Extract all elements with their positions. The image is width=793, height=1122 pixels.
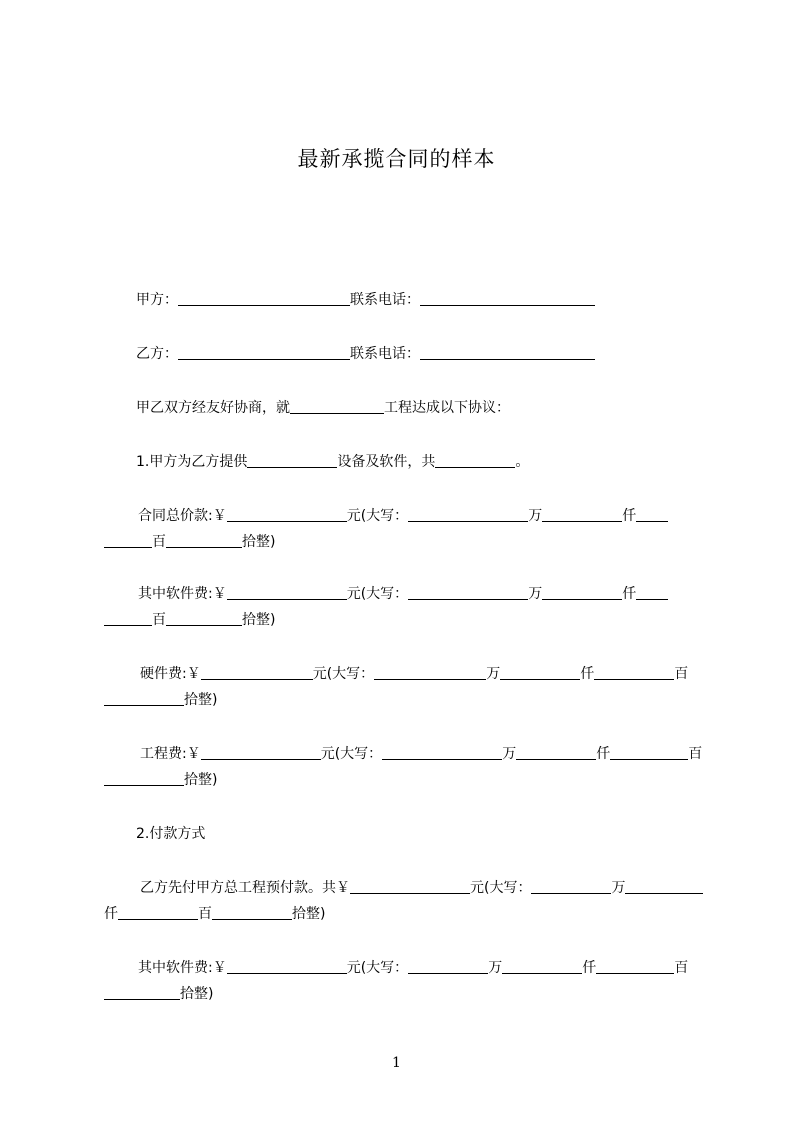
party-b-label: 乙方： (136, 346, 178, 362)
intro-prefix: 甲乙双方经友好协商，就 (136, 400, 290, 416)
prepay-label: 乙方先付甲方总工程预付款。共￥ (140, 880, 350, 896)
qian-label: 仟 (622, 508, 637, 524)
software-wan-blank[interactable] (408, 585, 528, 600)
bai-label: 百 (152, 534, 166, 550)
engineering-fee-label: 工程费:￥ (140, 746, 201, 762)
hardware-fee-amount-blank[interactable] (201, 665, 313, 680)
bai-label: 百 (674, 666, 689, 682)
wan-label: 万 (611, 880, 626, 896)
wan-label: 万 (502, 746, 517, 762)
item1-middle: 设备及软件，共 (337, 454, 436, 470)
hardware-qian-blank[interactable] (500, 665, 580, 680)
qian-label: 仟 (596, 746, 611, 762)
total-qian-blank[interactable] (542, 507, 622, 522)
qian-label: 仟 (104, 906, 118, 922)
page-number: 1 (392, 1055, 401, 1071)
bai-label: 百 (674, 960, 689, 976)
software-qian-blank[interactable] (542, 585, 622, 600)
party-a-blank[interactable] (178, 291, 350, 306)
wan-label: 万 (528, 508, 543, 524)
equipment-blank[interactable] (247, 453, 337, 468)
project-name-blank[interactable] (290, 399, 384, 414)
prepay-shi-blank[interactable] (212, 905, 292, 920)
prepay-software-amount-blank[interactable] (227, 959, 347, 974)
quantity-blank[interactable] (435, 453, 515, 468)
party-a-phone-label: 联系电话： (350, 292, 420, 308)
software-fee-label: 其中软件费:￥ (138, 586, 227, 602)
bai-label: 百 (198, 906, 212, 922)
item2-heading-text: 2.付款方式 (136, 826, 206, 842)
prepay-line (104, 875, 704, 927)
yuan-daxie-label: 元(大写： (346, 508, 409, 524)
prepay-wan-blank[interactable] (531, 879, 611, 894)
qian-label: 仟 (580, 666, 595, 682)
software-bai-blank-b[interactable] (104, 611, 152, 626)
hardware-wan-blank[interactable] (374, 665, 486, 680)
item2-heading (136, 821, 736, 847)
yuan-daxie-label: 元(大写： (346, 960, 409, 976)
yuan-daxie-label: 元(大写： (346, 586, 409, 602)
party-b-blank[interactable] (178, 345, 350, 360)
wan-label: 万 (488, 960, 503, 976)
hardware-bai-blank[interactable] (594, 665, 674, 680)
engineering-bai-blank-b[interactable] (672, 745, 688, 760)
software-shi-blank[interactable] (166, 611, 242, 626)
party-b-phone-label: 联系电话： (350, 346, 420, 362)
prepay-software-bai-blank-b[interactable] (658, 959, 674, 974)
party-a-line (136, 287, 736, 313)
page-title: 最新承揽合同的样本 (297, 147, 496, 171)
hardware-shi-blank[interactable] (104, 691, 184, 706)
engineering-wan-blank[interactable] (382, 745, 502, 760)
engineering-bai-blank-a[interactable] (610, 745, 672, 760)
yuan-daxie-label: 元(大写： (312, 666, 375, 682)
hardware-fee-label: 硬件费:￥ (140, 666, 201, 682)
software-fee-label: 其中软件费:￥ (138, 960, 227, 976)
shi-zheng-label: 拾整) (242, 612, 276, 628)
prepay-software-shi-blank[interactable] (104, 985, 180, 1000)
shi-zheng-label: 拾整) (242, 534, 276, 550)
total-bai-blank-a[interactable] (636, 507, 668, 522)
engineering-fee-amount-blank[interactable] (201, 745, 321, 760)
party-a-phone-blank[interactable] (420, 291, 595, 306)
shi-zheng-label: 拾整) (184, 772, 218, 788)
total-bai-blank-b[interactable] (104, 533, 152, 548)
software-fee-line (104, 581, 704, 633)
qian-label: 仟 (582, 960, 597, 976)
hardware-fee-line (104, 661, 704, 713)
total-wan-blank[interactable] (408, 507, 528, 522)
total-shi-blank[interactable] (166, 533, 242, 548)
yuan-daxie-label: 元(大写： (320, 746, 383, 762)
prepay-software-fee-line (104, 955, 704, 1007)
party-b-phone-blank[interactable] (420, 345, 595, 360)
prepay-qian-blank-b[interactable] (655, 879, 703, 894)
prepay-software-bai-blank-a[interactable] (596, 959, 658, 974)
wan-label: 万 (528, 586, 543, 602)
prepay-software-qian-blank[interactable] (502, 959, 582, 974)
intro-line (136, 395, 736, 421)
item1-prefix: 1.甲方为乙方提供 (136, 454, 248, 470)
party-b-line (136, 341, 736, 367)
software-bai-blank-a[interactable] (636, 585, 668, 600)
software-fee-amount-blank[interactable] (227, 585, 347, 600)
shi-zheng-label: 拾整) (292, 906, 326, 922)
bai-label: 百 (152, 612, 166, 628)
party-a-label: 甲方： (136, 292, 178, 308)
prepay-software-wan-blank[interactable] (408, 959, 488, 974)
total-price-line (104, 503, 704, 555)
item1-line (136, 449, 736, 475)
intro-suffix: 工程达成以下协议： (384, 400, 510, 416)
total-price-label: 合同总价款:￥ (138, 508, 227, 524)
wan-label: 万 (486, 666, 501, 682)
prepay-bai-blank[interactable] (118, 905, 198, 920)
bai-label: 百 (688, 746, 703, 762)
prepay-amount-blank[interactable] (350, 879, 470, 894)
item1-suffix: 。 (515, 454, 530, 470)
qian-label: 仟 (622, 586, 637, 602)
prepay-qian-blank-a[interactable] (625, 879, 655, 894)
shi-zheng-label: 拾整) (180, 986, 214, 1002)
total-price-amount-blank[interactable] (227, 507, 347, 522)
engineering-shi-blank[interactable] (104, 771, 184, 786)
yuan-daxie-label: 元(大写： (470, 880, 532, 896)
shi-zheng-label: 拾整) (184, 692, 218, 708)
engineering-qian-blank[interactable] (516, 745, 596, 760)
engineering-fee-line (104, 741, 704, 793)
